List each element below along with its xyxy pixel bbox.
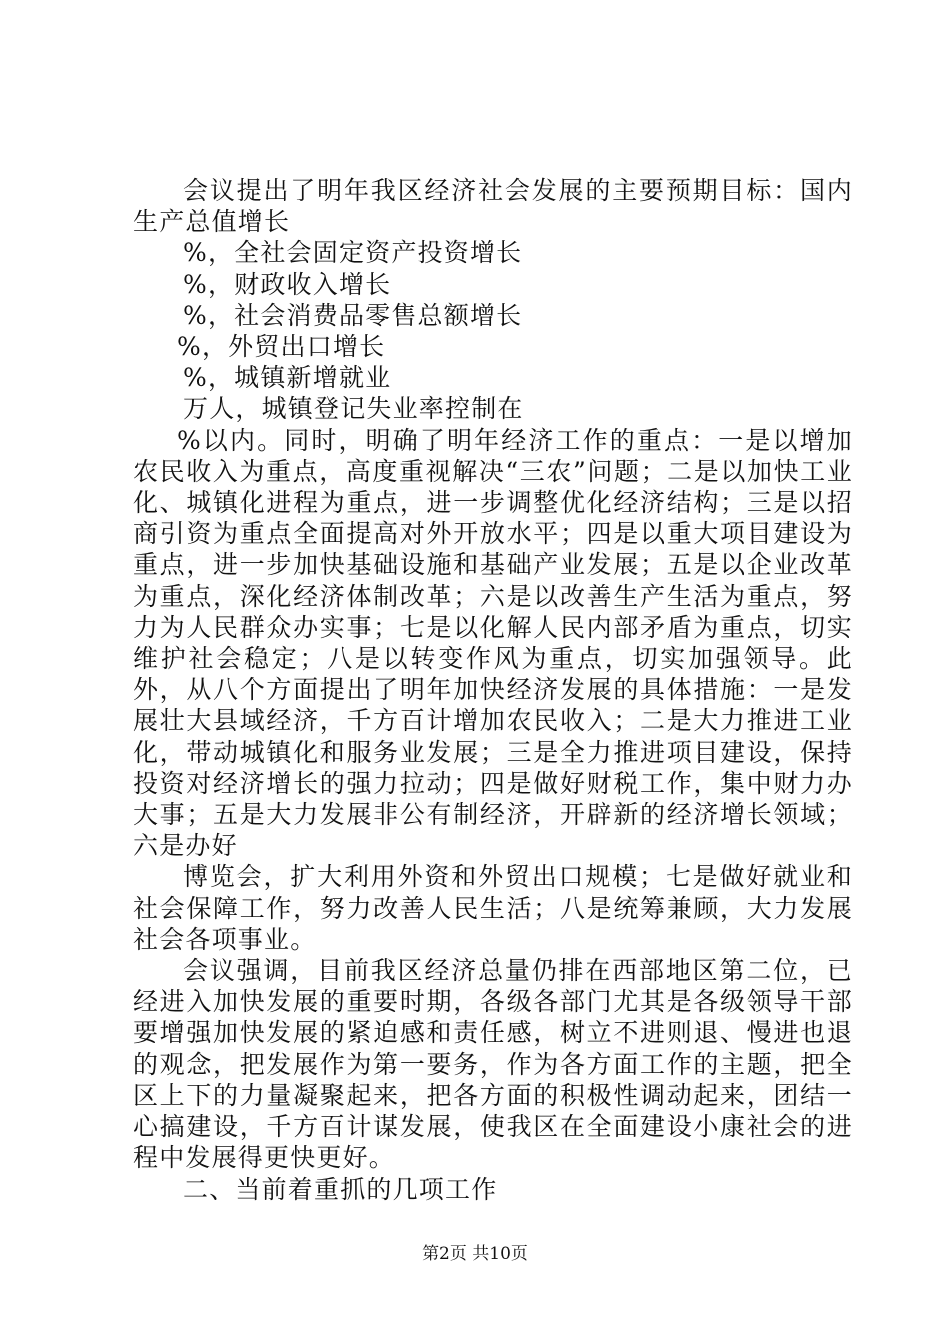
paragraph-retail-sales: %，社会消费品零售总额增长: [183, 300, 523, 330]
paragraph-exports: %，外贸出口增长: [177, 332, 386, 362]
paragraph-expo: 博览会，扩大利用外资和外贸出口规模；七是做好就业和社会保障工作，努力改善人民生活；八是统筹兼顾，大力发展社会各项事业。: [133, 862, 853, 954]
paragraph-new-employment: %，城镇新增就业: [183, 363, 392, 393]
paragraph-economic-priorities: %以内。同时，明确了明年经济工作的重点：一是以增加农民收入为重点，高度重视解决“三农”问题；二是以加快工业化、城镇化进程为重点，进一步调整优化经济结构；三是以招商引资为重点全面提高对外开放水平；四是以重大项目建设为重点，进一步加快基础设施和基础产业发展；五是以企业改革为重点，深化经济体制改革；六是以改善生产生活为重点，努力为人民群众办实事；七是以化解人民内部矛盾为重点，切实维护社会稳定；八是以转变作风为重点，切实加强领导。此外，从八个方面提出了明年加快经济发展的具体措施：一是发展壮大县域经济，千方百计增加农民收入；二是大力推进工业化，带动城镇化和服务业发展；三是全力推进项目建设，保持投资对经济增长的强力拉动；四是做好财税工作，集中财力办大事；五是大力发展非公有制经济，开辟新的经济增长领域；六是办好: [133, 425, 853, 861]
paragraph-meeting-emphasis: 会议强调，目前我区经济总量仍排在西部地区第二位，已经进入加快发展的重要时期，各级各部门尤其是各级领导干部要增强加快发展的紧迫感和责任感，树立不进则退、慢进也退的观念，把发展作为第一要务，作为各方面工作的主题，把全区上下的力量凝聚起来，把各方面的积极性调动起来，团结一心搞建设，千方百计谋发展，使我区在全面建设小康社会的进程中发展得更快更好。: [133, 956, 853, 1173]
paragraph-targets: 会议提出了明年我区经济社会发展的主要预期目标：国内生产总值增长: [133, 176, 853, 237]
section-heading: 二、当前着重抓的几项工作: [183, 1174, 498, 1204]
paragraph-fiscal-revenue: %，财政收入增长: [183, 269, 392, 299]
paragraph-fixed-investment: %，全社会固定资产投资增长: [183, 238, 523, 268]
paragraph-unemployment-rate: 万人，城镇登记失业率控制在: [183, 394, 524, 424]
document-body: [133, 175, 853, 1205]
page-footer: 第2页 共10页: [422, 1244, 528, 1264]
